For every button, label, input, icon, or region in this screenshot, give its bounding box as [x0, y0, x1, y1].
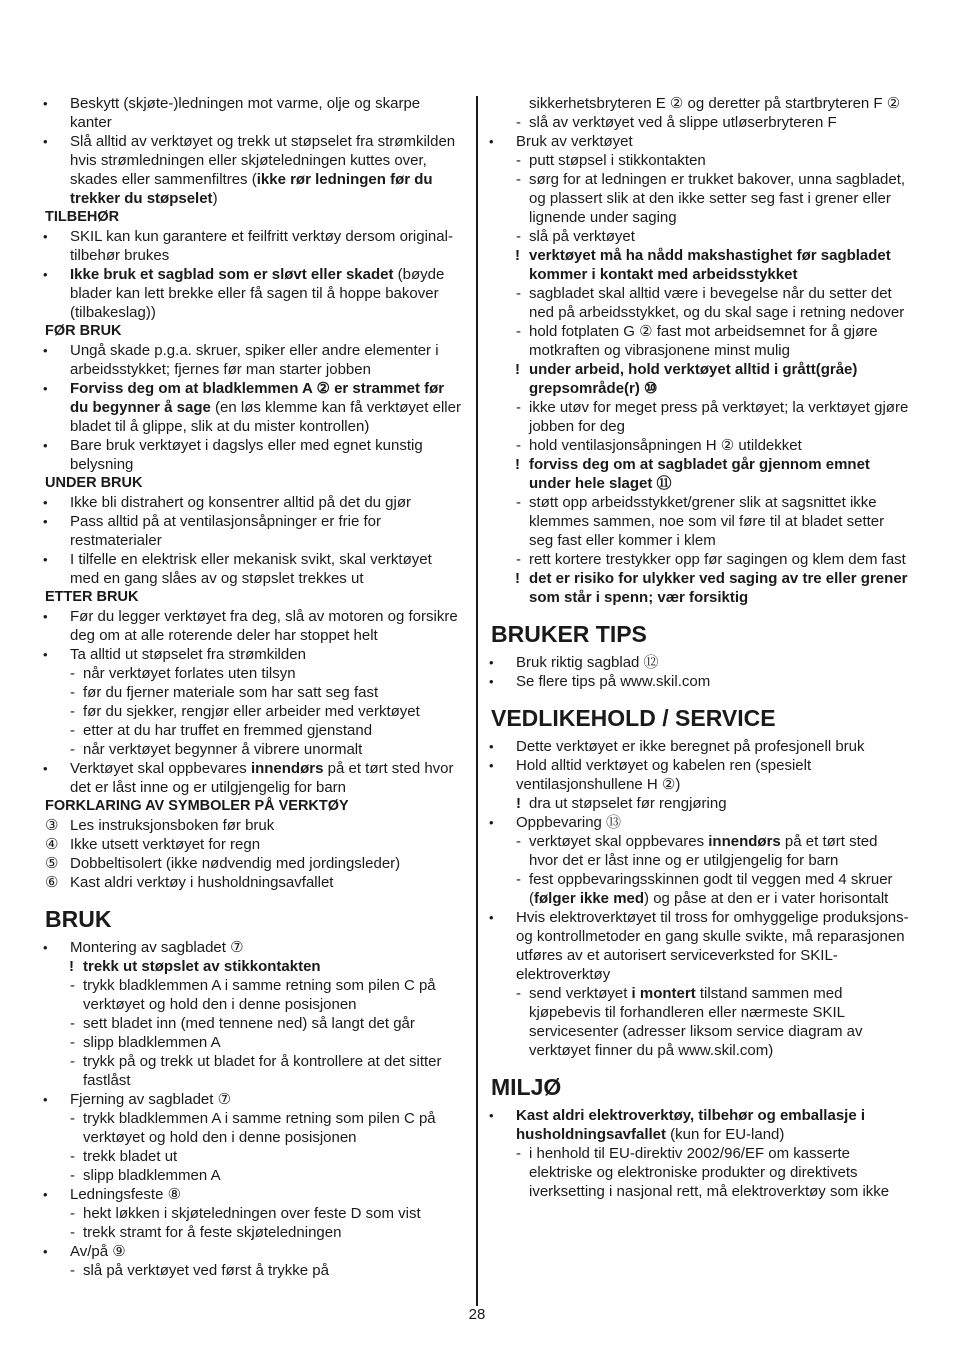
right-bullet-item [491, 737, 909, 756]
left-marker: • [43, 1187, 48, 1202]
right-bullet-item [491, 756, 909, 794]
left-bullet-item [45, 341, 461, 379]
left-sub-item [45, 1033, 461, 1052]
left-marker: • [43, 438, 48, 453]
left-item-text: Forviss deg om at bladklemmen A ② er strammet før du begynner å sage (en løs klemme kan få verktøyet eller bladet til å glippe, slik at du mister kontrollen) [70, 380, 461, 435]
right-item-text: Bruk av verktøyet [516, 133, 633, 150]
left-marker: ③ [45, 817, 59, 834]
left-item-text: Ta alltid ut støpselet fra strømkilden [70, 646, 306, 663]
right-marker: - [516, 1145, 521, 1162]
left-bullet-item [45, 550, 461, 588]
left-marker: • [43, 229, 48, 244]
left-marker: • [43, 940, 48, 955]
right-marker: • [489, 739, 494, 754]
left-item-text: Kast aldri verktøy i husholdningsavfallet [70, 874, 334, 891]
left-item-text: I tilfelle en elektrisk eller mekanisk svikt, skal verktøyet med en gang slåes av og støpslet trekkes ut [70, 551, 432, 587]
left-item-text: FORKLARING AV SYMBOLER PÅ VERKTØY [45, 798, 349, 814]
left-sub-item [45, 683, 461, 702]
left-subheading [45, 474, 461, 493]
left-item-text: Bare bruk verktøyet i dagslys eller med egnet kunstig belysning [70, 437, 423, 473]
left-item-text: slipp bladklemmen A [83, 1034, 221, 1051]
right-sub-item [491, 832, 909, 870]
right-item-text: BRUKER TIPS [491, 621, 647, 647]
left-symbol-item [45, 816, 461, 835]
right-sub-item [491, 870, 909, 908]
right-warning-item [491, 246, 909, 284]
left-marker: - [70, 741, 75, 758]
right-marker: - [516, 985, 521, 1002]
left-bullet-item [45, 265, 461, 322]
right-bullet-item [491, 813, 909, 832]
left-marker: - [70, 1262, 75, 1279]
right-item-text: rett kortere trestykker opp før sagingen og klem dem fast [529, 551, 906, 568]
left-item-text: Les instruksjonsboken før bruk [70, 817, 275, 834]
right-section-heading [491, 620, 909, 648]
left-item-text: Slå alltid av verktøyet og trekk ut støpselet fra strømkilden hvis strømledningen eller skjøteledningen kuttes over, skades eller sammenfiltres (ikke rør ledningen før du trekker du støpselet) [70, 133, 456, 207]
right-item-text: Dette verktøyet er ikke beregnet på profesjonell bruk [516, 738, 865, 755]
left-sub-item [45, 976, 461, 1014]
right-item-text: fest oppbevaringsskinnen godt til veggen med 4 skruer (følger ikke med) og påse at den er i vater horisontalt [529, 871, 893, 907]
right-sub-item [491, 550, 909, 569]
left-sub-item [45, 702, 461, 721]
right-item-text: verktøyet skal oppbevares innendørs på et tørt sted hvor det er låst inne og er utilgjengelig for barn [529, 833, 878, 869]
right-item-text: sikkerhetsbryteren E ② og deretter på startbryteren F ② [529, 95, 901, 112]
left-section-heading [45, 905, 461, 933]
left-item-text: slipp bladklemmen A [83, 1167, 221, 1184]
right-marker: • [489, 134, 494, 149]
right-bullet-item [491, 653, 909, 672]
right-marker: ! [515, 570, 520, 587]
left-marker: - [70, 1148, 75, 1165]
right-marker: - [516, 437, 521, 454]
left-bullet-item [45, 379, 461, 436]
left-marker: - [70, 1110, 75, 1127]
left-item-text: SKIL kan kun garantere et feilfritt verktøy dersom original-tilbehør brukes [70, 228, 453, 264]
left-marker: • [43, 134, 48, 149]
right-marker: - [516, 323, 521, 340]
right-marker: ! [515, 456, 520, 473]
right-item-text: hold ventilasjonsåpningen H ② utildekket [529, 437, 802, 454]
left-marker: - [70, 1015, 75, 1032]
left-item-text: Ikke bli distrahert og konsentrer alltid på det du gjør [70, 494, 412, 511]
left-sub-item [45, 1147, 461, 1166]
left-marker: • [43, 381, 48, 396]
left-marker: ⑤ [45, 855, 59, 872]
right-marker: - [516, 171, 521, 188]
right-bullet-item [491, 1106, 909, 1144]
right-item-text: hold fotplaten G ② fast mot arbeidsemnet for å gjøre motkraften og vibrasjonene minst mulig [529, 323, 878, 359]
right-marker: - [516, 399, 521, 416]
left-symbol-item [45, 873, 461, 892]
left-sub-item [45, 1204, 461, 1223]
left-marker: • [43, 552, 48, 567]
left-sub-item [45, 1261, 461, 1280]
left-marker: - [70, 722, 75, 739]
left-item-text: UNDER BRUK [45, 475, 143, 491]
right-sub-item [491, 113, 909, 132]
right-marker: - [516, 285, 521, 302]
left-item-text: ETTER BRUK [45, 589, 139, 605]
left-bullet-item [45, 938, 461, 957]
right-marker: - [516, 871, 521, 888]
left-subheading [45, 322, 461, 341]
left-sub-item [45, 1014, 461, 1033]
left-marker: - [70, 1034, 75, 1051]
left-marker: - [70, 665, 75, 682]
left-marker: - [70, 1053, 75, 1070]
left-item-text: når verktøyet begynner å vibrere unormalt [83, 741, 363, 758]
left-marker: ⑥ [45, 874, 59, 891]
left-marker: • [43, 1092, 48, 1107]
right-bullet-item [491, 908, 909, 984]
left-item-text: Montering av sagbladet ⑦ [70, 939, 244, 956]
right-marker: - [516, 494, 521, 511]
right-sub-item [491, 170, 909, 227]
right-item-text: Hold alltid verktøyet og kabelen ren (spesielt ventilasjonshullene H ②) [516, 757, 812, 793]
right-marker: • [489, 1108, 494, 1123]
left-item-text: Ungå skade p.g.a. skruer, spiker eller andre elementer i arbeidsstykket; fjernes før man starter jobben [70, 342, 439, 378]
left-bullet-item [45, 132, 461, 208]
left-symbol-item [45, 854, 461, 873]
right-item-text: det er risiko for ulykker ved saging av tre eller grener som står i spenn; vær forsiktig [529, 570, 908, 606]
left-item-text: Dobbeltisolert (ikke nødvendig med jordingsleder) [70, 855, 401, 872]
right-marker: • [489, 815, 494, 830]
right-item-text: forviss deg om at sagbladet går gjennom emnet under hele slaget ⑪ [529, 456, 870, 492]
left-item-text: slå på verktøyet ved først å trykke på [83, 1262, 329, 1279]
left-item-text: trekk stramt for å feste skjøteledningen [83, 1224, 342, 1241]
right-marker: ! [516, 795, 521, 812]
right-marker: ! [515, 247, 520, 264]
right-item-text: i henhold til EU-direktiv 2002/96/EF om kasserte elektriske og elektroniske produkter og direktivets iverksetting i nasjonal rett, må elektroverktøy som ikke [529, 1145, 890, 1200]
left-marker: - [70, 703, 75, 720]
right-item-text: under arbeid, hold verktøyet alltid i grått(gråe) grepsområde(r) ⑩ [529, 361, 858, 397]
left-marker: ④ [45, 836, 59, 853]
left-item-text: Pass alltid på at ventilasjonsåpninger er frie for restmaterialer [70, 513, 382, 549]
right-item-text: Bruk riktig sagblad ⑫ [516, 654, 659, 671]
right-sub-item [491, 493, 909, 550]
right-item-text: send verktøyet i montert tilstand sammen med kjøpebevis til forhandleren eller nærmeste SKIL servicesenter (adresser liksom service diagram av verktøyet finner du på www.skil.com) [529, 985, 863, 1059]
left-marker: • [43, 609, 48, 624]
right-sub-item [491, 436, 909, 455]
left-item-text: TILBEHØR [45, 209, 120, 225]
right-sub-item [491, 984, 909, 1060]
left-item-text: Fjerning av sagbladet ⑦ [70, 1091, 232, 1108]
right-column [491, 94, 909, 1201]
left-sub-item [45, 1052, 461, 1090]
right-item-text: Hvis elektroverktøyet til tross for omhyggelige produksjons- og kontrollmetoder en gang skulle svikte, må reparasjonen utføres av et autorisert serviceverksted for SKIL-elektroverktøy [516, 909, 909, 983]
right-item-text: putt støpsel i stikkontakten [529, 152, 706, 169]
left-item-text: Beskytt (skjøte-)ledningen mot varme, olje og skarpe kanter [70, 95, 421, 131]
left-bullet-item [45, 759, 461, 797]
right-sub-item [491, 284, 909, 322]
left-marker: • [43, 343, 48, 358]
left-item-text: Ikke utsett verktøyet for regn [70, 836, 261, 853]
left-sub-item [45, 740, 461, 759]
left-item-text: Ikke bruk et sagblad som er sløvt eller skadet (bøyde blader kan lett brekke eller få sagen til å hoppe bakover (tilbakeslag)) [70, 266, 445, 321]
left-item-text: FØR BRUK [45, 323, 122, 339]
right-marker: - [516, 833, 521, 850]
right-marker: • [489, 910, 494, 925]
right-sub-item [491, 1144, 909, 1201]
left-bullet-item [45, 227, 461, 265]
right-sub-item [491, 398, 909, 436]
left-symbol-item [45, 835, 461, 854]
right-item-text: slå på verktøyet [529, 228, 635, 245]
left-item-text: Før du legger verktøyet fra deg, slå av motoren og forsikre deg om at alle roterende deler har stoppet helt [70, 608, 458, 644]
left-column [45, 94, 461, 1280]
left-marker: - [70, 1224, 75, 1241]
left-sub-item [45, 1166, 461, 1185]
left-marker: - [70, 684, 75, 701]
left-bullet-item [45, 512, 461, 550]
right-item-text: Oppbevaring ⑬ [516, 814, 622, 831]
left-item-text: trekk ut støpslet av stikkontakten [83, 958, 321, 975]
right-item-text: sørg for at ledningen er trukket bakover, unna sagbladet, og plassert slik at den ikke setter seg fast i grener eller lignende under saging [529, 171, 906, 226]
right-marker: • [489, 674, 494, 689]
left-marker: • [43, 1244, 48, 1259]
right-item-text: dra ut støpselet før rengjøring [529, 795, 727, 812]
right-marker: • [489, 758, 494, 773]
left-item-text: trykk bladklemmen A i samme retning som pilen C på verktøyet og hold den i denne posisjonen [83, 1110, 436, 1146]
left-bullet-item [45, 493, 461, 512]
left-item-text: før du sjekker, rengjør eller arbeider med verktøyet [83, 703, 420, 720]
left-item-text: sett bladet inn (med tennene ned) så langt det går [83, 1015, 415, 1032]
right-section-heading [491, 1073, 909, 1101]
left-marker: - [70, 977, 75, 994]
left-item-text: når verktøyet forlates uten tilsyn [83, 665, 296, 682]
right-marker: - [516, 551, 521, 568]
left-item-text: Verktøyet skal oppbevares innendørs på et tørt sted hvor det er låst inne og er utilgjengelig for barn [70, 760, 454, 796]
right-warning-item [491, 569, 909, 607]
right-section-heading [491, 704, 909, 732]
column-divider [476, 96, 478, 1306]
right-item-text: slå av verktøyet ved å slippe utløserbryteren F [529, 114, 837, 131]
left-marker: • [43, 514, 48, 529]
left-marker: • [43, 267, 48, 282]
right-sub-item [491, 322, 909, 360]
left-bullet-item [45, 1242, 461, 1261]
left-marker: - [70, 1205, 75, 1222]
right-sub-item [491, 227, 909, 246]
left-item-text: trekk bladet ut [83, 1148, 178, 1165]
right-marker: ! [515, 361, 520, 378]
right-item-text: sagbladet skal alltid være i bevegelse når du setter det ned på arbeidsstykket, og du skal sage i retning nedover [529, 285, 905, 321]
left-item-text: før du fjerner materiale som har satt seg fast [83, 684, 379, 701]
page-number: 28 [468, 1306, 486, 1323]
left-sub-item [45, 721, 461, 740]
right-item-text: MILJØ [491, 1074, 562, 1100]
right-marker: - [516, 152, 521, 169]
right-item-text: ikke utøv for meget press på verktøyet; la verktøyet gjøre jobben for deg [529, 399, 909, 435]
right-marker: - [516, 114, 521, 131]
left-sub-item [45, 664, 461, 683]
left-marker: ! [69, 958, 74, 975]
left-marker: • [43, 495, 48, 510]
right-bullet-item [491, 132, 909, 151]
left-bullet-item [45, 607, 461, 645]
right-sub-item [491, 151, 909, 170]
left-subheading [45, 588, 461, 607]
left-item-text: BRUK [45, 906, 112, 932]
left-item-text: etter at du har truffet en fremmed gjenstand [83, 722, 373, 739]
left-item-text: trykk bladklemmen A i samme retning som pilen C på verktøyet og hold den i denne posisjonen [83, 977, 436, 1013]
right-warning-item [491, 794, 909, 813]
left-bullet-item [45, 94, 461, 132]
right-marker: • [489, 655, 494, 670]
right-continued-item [491, 94, 909, 113]
left-subheading [45, 208, 461, 227]
left-marker: • [43, 96, 48, 111]
left-bullet-item [45, 436, 461, 474]
left-bullet-item [45, 645, 461, 664]
right-item-text: Kast aldri elektroverktøy, tilbehør og emballasje i husholdningsavfallet (kun for EU-land) [516, 1107, 866, 1143]
left-marker: • [43, 647, 48, 662]
right-warning-item [491, 360, 909, 398]
right-item-text: Se flere tips på www.skil.com [516, 673, 711, 690]
left-sub-item [45, 1223, 461, 1242]
left-item-text: Ledningsfeste ⑧ [70, 1186, 182, 1203]
left-sub-item [45, 1109, 461, 1147]
right-bullet-item [491, 672, 909, 691]
left-subheading [45, 797, 461, 816]
right-item-text: støtt opp arbeidsstykket/grener slik at sagsnittet ikke klemmes sammen, noe som vil føre til at bladet setter seg fast eller kommer i klem [529, 494, 885, 549]
left-item-text: Av/på ⑨ [70, 1243, 126, 1260]
left-item-text: trykk på og trekk ut bladet for å kontrollere at det sitter fastlåst [83, 1053, 442, 1089]
right-marker: - [516, 228, 521, 245]
right-item-text: verktøyet må ha nådd makshastighet før sagbladet kommer i kontakt med arbeidsstykket [529, 247, 891, 283]
left-bullet-item [45, 1090, 461, 1109]
left-bullet-item [45, 1185, 461, 1204]
right-item-text: VEDLIKEHOLD / SERVICE [491, 705, 776, 731]
left-item-text: hekt løkken i skjøteledningen over feste D som vist [83, 1205, 421, 1222]
left-marker: - [70, 1167, 75, 1184]
left-marker: • [43, 761, 48, 776]
right-warning-item [491, 455, 909, 493]
left-warning-item [45, 957, 461, 976]
